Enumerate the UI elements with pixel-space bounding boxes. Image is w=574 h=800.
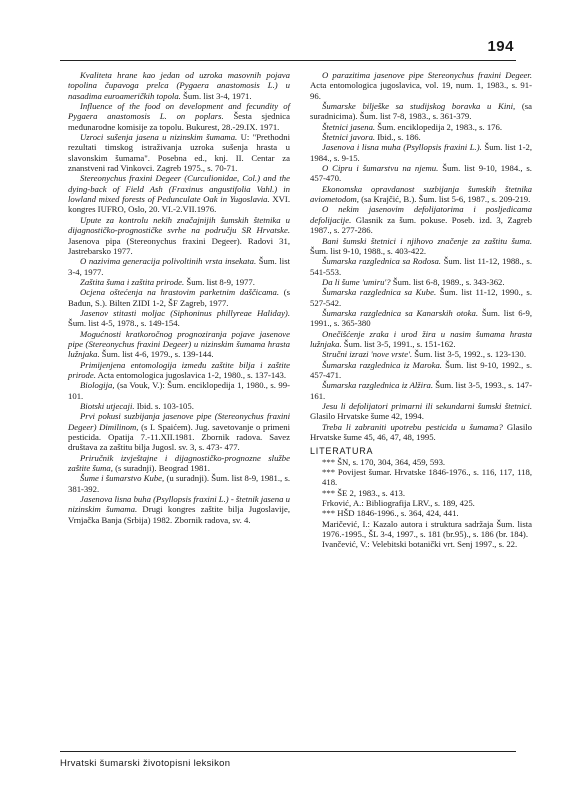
entry-title: Jasenova i lisna muha (Psyllopsis fraxini L.). <box>322 142 482 153</box>
bibliography-entry <box>68 277 290 287</box>
entry-details: (sa Vouk, V.): Šum. enciklopedija 1, 1980., s. 99-101. <box>68 380 290 401</box>
literature-item: Ivančević, V.: Velebitski botanički vrt. Senj 1997., s. 22. <box>322 539 518 550</box>
bibliography-entry <box>68 215 290 256</box>
entry-details: Jasenova pipa (Stereonychus fraxini Degeer). Radovi 31, Jastrebarsko 1977. <box>68 235 290 256</box>
entry-title: Da li šume 'umiru'? <box>322 276 391 287</box>
entry-title: Stereonychus fraxini Degeer (Curculionidae, Col.) and the dying-back of Field Ash (Fraxinus angustifolia Vahl.) in lowland mixed forests of Pedunculate Oak in Yugoslavia. <box>68 173 290 205</box>
entry-title: Stručni izrazi 'nove vrste'. <box>322 349 413 360</box>
page-footer: Hrvatski šumarski životopisni leksikon <box>60 758 231 769</box>
right-column-entries <box>310 70 532 442</box>
bibliography-entry <box>310 142 532 163</box>
entry-details: U: "Prethodni rezultati timskog istraživanja uzroka sušenja hrasta u slavonskim šumama". Posebna ed., knj. II. Centar za znanstveni rad Vinkovci. Zagreb 1975., s. 70-71. <box>68 132 290 174</box>
bibliography-entry <box>68 256 290 277</box>
literature-list <box>310 457 532 550</box>
bibliography-entry <box>310 256 532 277</box>
entry-details: Šum. list 3-5, 1993., s. 147-161. <box>310 380 532 401</box>
entry-details: Ibid. s. 103-105. <box>134 401 194 411</box>
top-rule <box>60 60 516 61</box>
entry-title: Bani šumski štetnici i njihovo značenje za zaštitu šuma. <box>322 235 532 246</box>
bibliography-entry <box>310 329 532 350</box>
entry-title: Štetnici jasena. <box>322 121 376 132</box>
entry-details: Drugi kongres zaštite bilja Jugoslavije, Vrnjačka Banja (Srbija) 1982. Zbornik radova, sv. 4. <box>68 504 290 525</box>
entry-details: (s I. Spaićem). Jug. savetovanje o primeni pesticida. Opatija 7.-11.XII.1981. Zbornik radova. Savez društava za zaštitu bilja Jugosl. sv. 3, s. 473- 477. <box>68 421 290 453</box>
entry-details: Šum. list 6-9, 1991., s. 365-380 <box>310 307 532 329</box>
bibliography-entry <box>68 287 290 308</box>
entry-details: Šum. list 3-4, 1971. <box>180 90 252 101</box>
entry-details: Šum. list 11-12, 1988., s. 541-553. <box>310 256 532 277</box>
entry-details: Šum. enciklopedija 2, 1983., s. 176. <box>375 121 503 132</box>
bottom-rule <box>60 751 516 752</box>
entry-title: Biologija, <box>80 380 115 391</box>
bibliography-entry <box>310 287 532 308</box>
entry-details: Glasnik za šum. pokuse. Poseb. izd. 3, Zagreb 1987., s. 277-286. <box>310 214 532 236</box>
bibliography-entry <box>310 360 532 381</box>
literature-item: Frković, A.: Bibliografija LRV., s. 189, 425. <box>322 498 475 509</box>
entry-title: Onečišćenje zraka i urod žira u nasim šumama hrasta lužnjaka. <box>310 328 532 349</box>
literature-item: *** ŠE 2, 1983., s. 413. <box>322 487 406 498</box>
entry-details: Šum. list 3-5, 1992., s. 123-130. <box>412 349 527 360</box>
bibliography-entry <box>310 101 532 122</box>
literature-heading: LITERATURA <box>310 446 374 457</box>
entry-details: Šum. list 9-10, 1992., s. 457-471. <box>310 359 532 380</box>
bibliography-entry <box>310 349 532 359</box>
entry-title: Šumarska razglednica iz Maroka. <box>322 359 442 370</box>
entry-title: Upute za kontrolu nekih značajnijih šumskih štetnika u dijagnostičko-prognostičke svrhe na području SR Hrvatske. <box>68 214 290 236</box>
entry-details: Šum. list 4-6, 1979., s. 139-144. <box>99 349 214 360</box>
literature-item: *** HŠD 1846-1996., s. 364, 424, 441. <box>322 508 459 519</box>
entry-title: Kvaliteta hrane kao jedan od uzroka masovnih pojava topolina čupavoga prelca (Pygaera anastomosis L.) u nasadima euroameričkih topola. <box>68 70 290 101</box>
bibliography-entry <box>68 360 290 381</box>
entry-title: Ocjena oštećenja na hrastovim parketnim daščicama. <box>80 287 280 298</box>
bibliography-entry <box>310 163 532 184</box>
entry-title: Mogućnosti kratkoročnog prognoziranja pojave jasenove pipe (Stereonychus fraxini Degeer) u nizinskim šumama hrasta lužnjaka. <box>68 328 290 360</box>
entry-title: O nekim jasenovim defolijatorima i posljedicama defolijacije. <box>310 204 532 225</box>
entry-details: Šum. list 9-10, 1988., s. 403-422. <box>310 245 427 256</box>
entry-title: Šumarska razglednica iz Alžira. <box>322 380 433 391</box>
entry-details: Acta entomologica jugoslavica, vol. 19, num. 1, 1983., s. 91-96. <box>310 80 532 101</box>
entry-details: Šum. list 8-9, 1977. <box>184 276 255 287</box>
entry-details: Šesta sjednica međunarodne komisije za topolu. Bukurest, 28.-29.IX. 1971. <box>68 111 290 132</box>
bibliography-entry <box>68 173 290 214</box>
entry-details: (s Bađun, S.). Bilten ZIDI 1-2, ŠF Zagreb, 1977. <box>68 287 290 308</box>
entry-details: Šum. list 9-10, 1984., s. 457-470. <box>310 163 532 184</box>
bibliography-entry <box>68 453 290 474</box>
entry-title: Prvi pokusi suzbijanja jasenove pipe (Stereonychus fraxini Degeer) Dimilinom, <box>68 411 290 432</box>
entry-title: Jesu li defolijatori primarni ili sekundarni šumski štetnici. <box>322 401 532 411</box>
bibliography-entry <box>310 277 532 287</box>
entry-details: Šum. list 3-5, 1991., s. 151-162. <box>341 338 456 349</box>
entry-title: Zaštita šuma i zaštita prirode. <box>80 276 185 287</box>
entry-title: Šumarska razglednica sa Kanarskih otoka. <box>322 307 479 318</box>
entry-title: Uzroci sušenja jasena u nizinskim šumama. <box>80 132 238 143</box>
entry-details: (s suradnji). Beograd 1981. <box>112 463 210 474</box>
entry-title: Ekonomska opravdanost suzbijanja šumskih štetnika aviometodom, <box>310 183 532 205</box>
entry-title: O parazitima jasenove pipe Stereonychus fraxini Degeer. <box>322 70 532 80</box>
entry-title: Priručnik izvještajne i dijagnostičko-prognozne službe zaštite šuma, <box>68 452 290 474</box>
bibliography-entry <box>310 122 532 132</box>
entry-details: Šum. list 4-5, 1978., s. 149-154. <box>68 318 180 329</box>
literature-item: Maričević, I.: Kazalo autora i struktura sadržaja Šum. lista 1976.-1995., ŠL 3-4, 1997., s. 181 (br.95)., s. 186 (br. 184). <box>322 518 532 540</box>
entry-details: Šum. list 11-12, 1990., s. 527-542. <box>310 287 532 308</box>
bibliography-entry <box>310 236 532 257</box>
bibliography-entry <box>68 308 290 329</box>
entry-title: Jasenov stitasti moljac (Siphoninus phillyreae Haliday). <box>80 307 290 318</box>
bibliography-entry <box>68 411 290 452</box>
entry-details: (sa suradnicima). Šum. list 7-8, 1983., s. 361-379. <box>310 101 532 122</box>
literature-item: *** ŠN, s. 170, 304, 364, 459, 593. <box>322 456 446 467</box>
entry-title: Šumarske bilješke sa studijskog boravka u Kini, <box>322 101 516 112</box>
bibliography-entry <box>310 204 532 235</box>
entry-title: Šume i šumarstvo Kube, <box>80 473 165 484</box>
left-column <box>68 70 290 525</box>
bibliography-entry <box>310 401 532 422</box>
entry-details: Šum. list 6-8, 1989., s. 343-362. <box>390 276 505 287</box>
entry-details: (u suradnji). Šum. list 8-9, 1981., s. 381-392. <box>68 473 290 494</box>
right-column <box>310 70 532 550</box>
entry-title: Influence of the food on development and fecundity of Pygaera anastomosis L. on poplars. <box>68 101 290 122</box>
entry-details: Glasilo Hrvatske šume 42, 1994. <box>310 411 424 422</box>
entry-title: O Cipru i šumarstvu na njemu. <box>322 163 439 174</box>
bibliography-entry <box>68 101 290 132</box>
entry-details: Acta entomologica jugoslavica 1-2, 1980., s. 137-143. <box>95 369 287 380</box>
entry-title: Primijenjena entomologija između zaštite bilja i zaštite prirode. <box>68 359 290 380</box>
entry-title: Šumarska razglednica sa Kube. <box>322 287 437 298</box>
entry-title: Treba li zabraniti upotrebu pesticida u šumama? <box>322 421 503 432</box>
bibliography-entry <box>310 184 532 205</box>
entry-title: Šumarska razglednica sa Rodosa. <box>322 256 441 267</box>
bibliography-entry <box>310 70 532 101</box>
entry-title: Jasenova lisna buha (Psyllopsis fraxini L.) - štetnik jasena u nizinskim šumama. <box>68 494 290 515</box>
bibliography-entry <box>68 329 290 360</box>
entry-title: Štetnici javora. <box>322 132 376 143</box>
bibliography-entry <box>310 422 532 443</box>
page-number: 194 <box>487 38 514 55</box>
entry-details: Šum. list 1-2, 1984., s. 9-15. <box>310 142 532 163</box>
entry-details: Ibid., s. 186. <box>375 132 421 143</box>
bibliography-entry <box>310 380 532 401</box>
entry-details: (sa Krajčić, B.). Šum. list 5-6, 1987., s. 209-219. <box>358 194 531 205</box>
literature-item: *** Povijest šumar. Hrvatske 1846-1976., s. 116, 117, 118, 418. <box>322 467 532 488</box>
bibliography-entry <box>68 494 290 525</box>
bibliography-entry <box>68 473 290 494</box>
bibliography-entry <box>68 380 290 401</box>
entry-details: Šum. list 3-4, 1977. <box>68 256 290 277</box>
entry-details: Glasilo Hrvatske šume 45, 46, 47, 48, 1995. <box>310 421 532 443</box>
bibliography-entry <box>68 70 290 101</box>
bibliography-entry <box>310 132 532 142</box>
entry-title: Biotski utjecaji. <box>80 401 135 411</box>
bibliography-entry <box>310 308 532 329</box>
bibliography-entry <box>68 132 290 173</box>
entry-title: O nazivima generacija polivoltinih vrsta insekata. <box>80 256 257 267</box>
bibliography-entry <box>68 401 290 411</box>
entry-details: XVI. kongres IUFRO, Oslo, 20. VI.-2.VII.1976. <box>68 194 290 215</box>
